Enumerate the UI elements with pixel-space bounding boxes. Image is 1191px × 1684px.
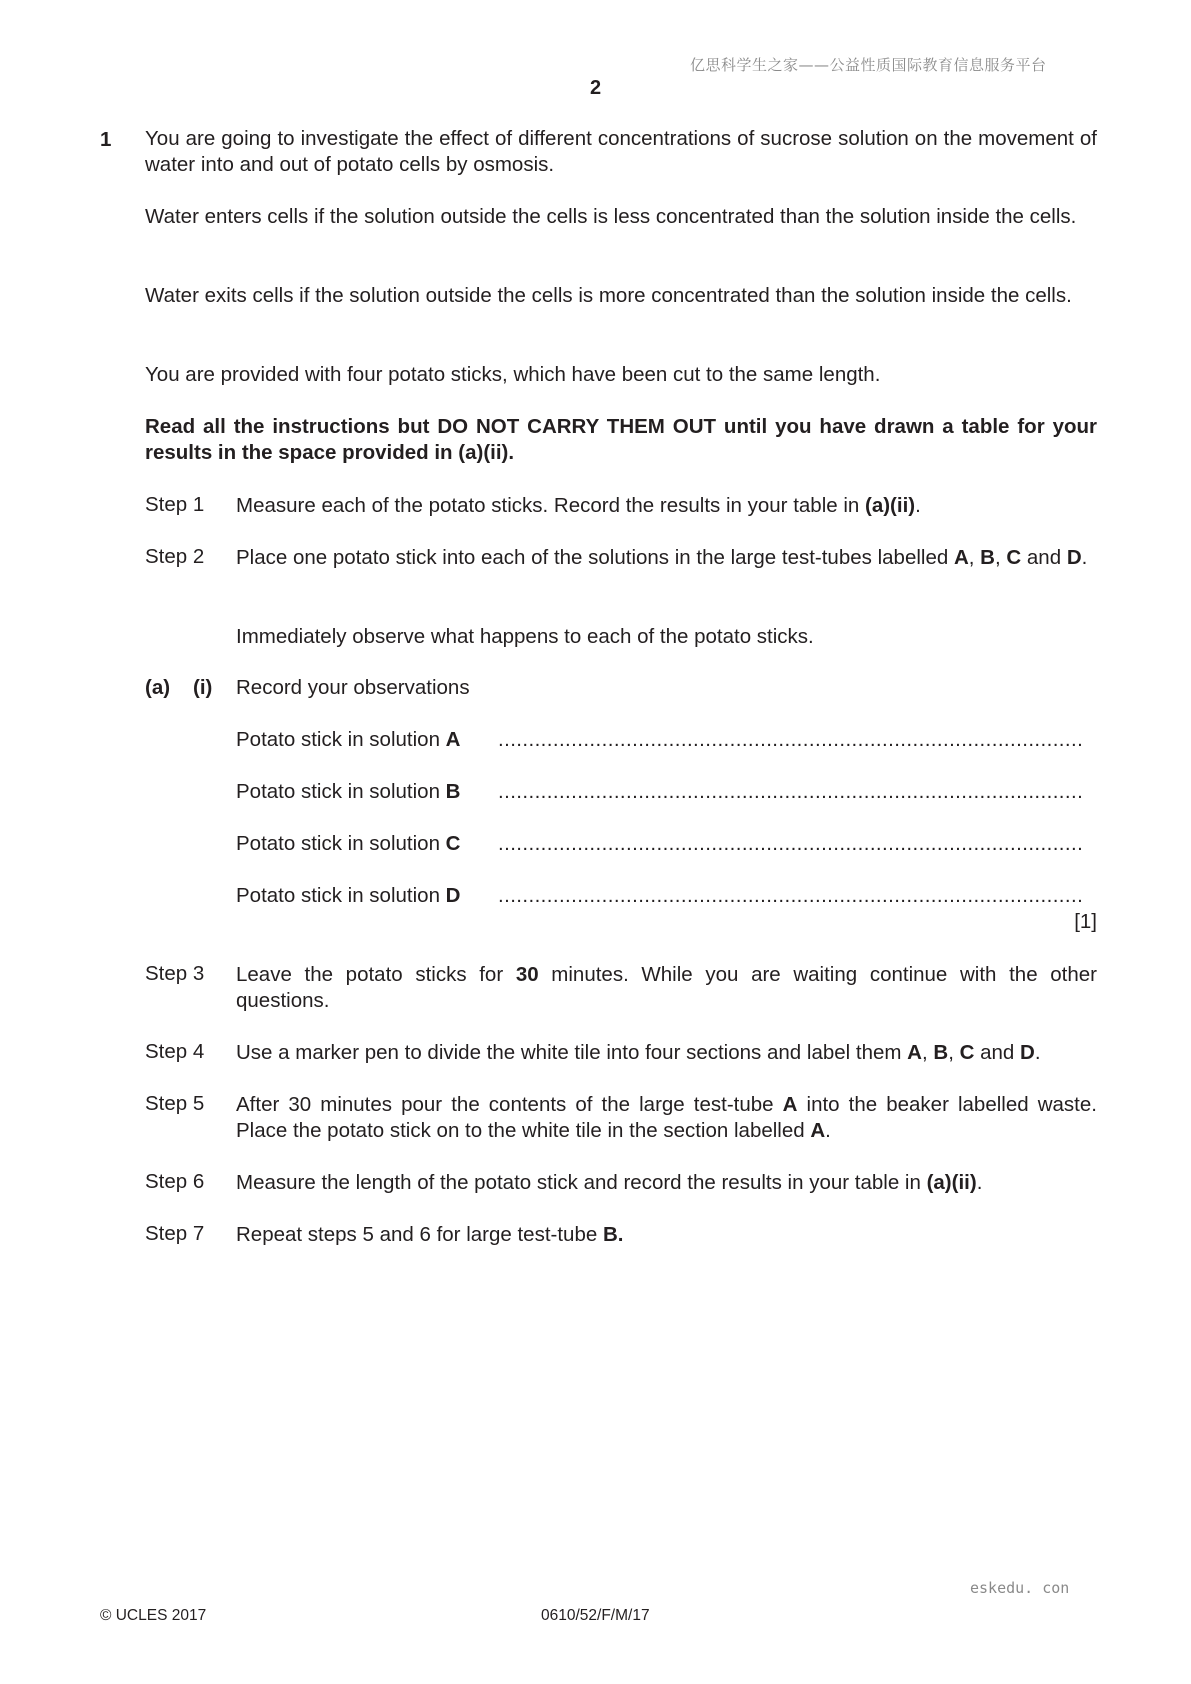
paragraph-water-exits: Water exits cells if the solution outside the cells is more concentrated than the solution inside the cells.	[145, 284, 1072, 307]
question-intro: You are going to investigate the effect of different concentrations of sucrose solution on the movement of water into and out of potato cells by osmosis.	[145, 127, 1097, 176]
mark-allocation: [1]	[1074, 910, 1097, 933]
part-i-label: (i)	[193, 676, 213, 699]
answer-line-b[interactable]: ................................................................................................	[498, 780, 1084, 803]
footer-copyright: © UCLES 2017	[100, 1607, 207, 1624]
step-7-label: Step 7	[145, 1222, 205, 1245]
step-5-label: Step 5	[145, 1092, 205, 1115]
step-3-label: Step 3	[145, 962, 205, 985]
step-6-text: Measure the length of the potato stick and record the results in your table in (a)(ii).	[236, 1171, 983, 1194]
answer-line-c[interactable]: ................................................................................................	[498, 832, 1084, 855]
page-number: 2	[589, 77, 602, 99]
step-1-text: Measure each of the potato sticks. Record the results in your table in (a)(ii).	[236, 494, 921, 517]
step-2-text: Place one potato stick into each of the solutions in the large test-tubes labelled A, B, C and D.	[236, 546, 1088, 569]
answer-line-a[interactable]: ................................................................................................	[498, 728, 1084, 751]
observation-label-a: Potato stick in solution A	[236, 728, 461, 751]
observation-label-c: Potato stick in solution C	[236, 832, 461, 855]
step-1-label: Step 1	[145, 493, 205, 516]
step-4-text: Use a marker pen to divide the white tile into four sections and label them A, B, C and D.	[236, 1041, 1041, 1064]
part-a-prompt: Record your observations	[236, 676, 470, 699]
step-7-text: Repeat steps 5 and 6 for large test-tube B.	[236, 1223, 624, 1246]
answer-line-d[interactable]: ................................................................................................	[498, 884, 1084, 907]
step-2-label: Step 2	[145, 545, 205, 568]
footer-watermark: eskedu. con	[970, 1579, 1070, 1597]
observation-label-b: Potato stick in solution B	[236, 780, 461, 803]
step-4-label: Step 4	[145, 1040, 205, 1063]
header-watermark: 亿思科学生之家——公益性质国际教育信息服务平台	[690, 56, 1047, 74]
step-5-text: After 30 minutes pour the contents of the large test-tube A into the beaker labelled waste. Place the potato stick on to the white tile in the section labelled A.	[236, 1093, 1097, 1142]
step-6-label: Step 6	[145, 1170, 205, 1193]
step-3-text: Leave the potato sticks for 30 minutes. While you are waiting continue with the other questions.	[236, 963, 1097, 1012]
observation-label-d: Potato stick in solution D	[236, 884, 461, 907]
question-number: 1	[100, 128, 112, 151]
part-a-label: (a)	[145, 676, 171, 699]
instruction-bold: Read all the instructions but DO NOT CARRY THEM OUT until you have drawn a table for your results in the space provided in (a)(ii).	[145, 415, 1097, 464]
step-2-observe: Immediately observe what happens to each of the potato sticks.	[236, 625, 814, 648]
paragraph-water-enters: Water enters cells if the solution outside the cells is less concentrated than the solution inside the cells.	[145, 205, 1077, 228]
footer-paper-code: 0610/52/F/M/17	[541, 1607, 650, 1624]
paragraph-provided: You are provided with four potato sticks, which have been cut to the same length.	[145, 363, 881, 386]
